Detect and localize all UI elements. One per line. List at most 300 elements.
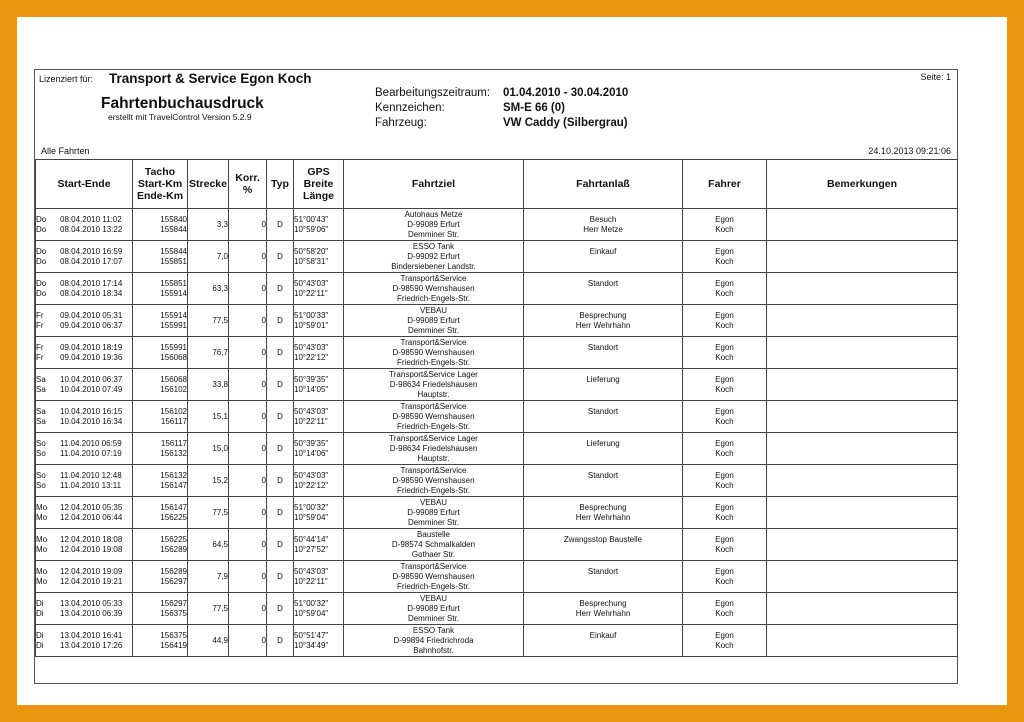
start-weekday: Sa <box>36 406 46 416</box>
destination-street: Friedrich-Engels-Str. <box>397 581 470 591</box>
destination-name: ESSO Tank <box>412 625 455 635</box>
trip-driver <box>683 209 767 241</box>
trip-remarks <box>767 625 958 657</box>
trip-destination <box>344 561 524 593</box>
reason-line-1: Lieferung <box>586 438 620 448</box>
table-row <box>36 465 958 497</box>
destination-city: D-98590 Wernshausen <box>392 571 475 581</box>
trip-odometer <box>133 305 188 337</box>
end-datetime: 12.04.2010 06:44 <box>60 512 123 522</box>
start-km: 156068 <box>160 374 187 384</box>
end-datetime: 09.04.2010 19:36 <box>60 352 123 362</box>
trip-driver <box>683 497 767 529</box>
destination-city: D-99894 Friedrichroda <box>393 635 474 645</box>
trip-distance: 33,8 <box>188 369 229 401</box>
trip-reason <box>524 465 683 497</box>
destination-city: D-98634 Friedelshausen <box>389 443 478 453</box>
trip-correction: 0 <box>229 465 267 497</box>
driver-first-name: Egon <box>715 534 734 544</box>
end-datetime: 13.04.2010 06:39 <box>60 608 123 618</box>
destination-city: D-98574 Schmalkalden <box>391 539 476 549</box>
trip-remarks <box>767 305 958 337</box>
trip-destination <box>344 625 524 657</box>
driver-last-name: Koch <box>715 416 734 426</box>
start-weekday: Do <box>36 278 47 288</box>
destination-street: Demminer Str. <box>407 517 460 527</box>
destination-name: Transport&Service <box>400 273 467 283</box>
trip-start-end <box>36 273 133 305</box>
trip-destination <box>344 241 524 273</box>
trip-gps <box>294 625 344 657</box>
destination-street: Friedrich-Engels-Str. <box>397 485 470 495</box>
driver-first-name: Egon <box>715 246 734 256</box>
end-weekday: Sa <box>36 384 46 394</box>
end-datetime: 11.04.2010 13:11 <box>60 480 122 490</box>
destination-street: Friedrich-Engels-Str. <box>397 357 470 367</box>
start-datetime: 09.04.2010 05:31 <box>60 310 123 320</box>
table-row <box>36 241 958 273</box>
trip-odometer <box>133 625 188 657</box>
start-km: 155914 <box>160 310 187 320</box>
trip-remarks <box>767 433 958 465</box>
start-km: 156225 <box>160 534 187 544</box>
document-title: Fahrtenbuchausdruck <box>101 95 264 112</box>
license-label: Lizenziert für: <box>39 74 94 84</box>
reason-line-2 <box>524 417 682 427</box>
destination-street: Hauptstr. <box>417 389 450 399</box>
trip-correction: 0 <box>229 593 267 625</box>
end-weekday: Fr <box>36 320 44 330</box>
driver-last-name: Koch <box>715 256 734 266</box>
end-datetime: 13.04.2010 17:26 <box>60 640 123 650</box>
destination-city: D-98634 Friedelshausen <box>389 379 478 389</box>
trip-destination <box>344 593 524 625</box>
trip-driver <box>683 561 767 593</box>
start-datetime: 13.04.2010 16:41 <box>60 630 123 640</box>
destination-city: D-98590 Wernshausen <box>392 411 475 421</box>
trip-gps <box>294 529 344 561</box>
driver-first-name: Egon <box>715 406 734 416</box>
driver-first-name: Egon <box>715 502 734 512</box>
driver-first-name: Egon <box>715 438 734 448</box>
destination-city: D-99089 Erfurt <box>407 315 460 325</box>
logbook-sheet <box>34 69 958 684</box>
trip-gps <box>294 593 344 625</box>
destination-city: D-98590 Wernshausen <box>392 283 475 293</box>
end-km: 156132 <box>160 448 187 458</box>
trip-destination <box>344 529 524 561</box>
end-weekday: Mo <box>36 544 48 554</box>
company-name: Transport & Service Egon Koch <box>109 71 312 86</box>
trip-driver <box>683 529 767 561</box>
trip-correction: 0 <box>229 433 267 465</box>
trip-type: D <box>267 401 294 433</box>
destination-name: Baustelle <box>417 529 450 539</box>
gps-longitude: 10°59'06" <box>294 224 329 234</box>
trip-type: D <box>267 593 294 625</box>
start-weekday: Fr <box>36 310 44 320</box>
start-km: 156117 <box>160 438 187 448</box>
end-km: 156297 <box>160 576 187 586</box>
trip-destination <box>344 497 524 529</box>
trip-start-end <box>36 593 133 625</box>
trip-gps <box>294 305 344 337</box>
start-weekday: Fr <box>36 342 44 352</box>
gps-latitude: 50°43'03" <box>294 278 329 288</box>
table-row <box>36 561 958 593</box>
trip-type: D <box>267 465 294 497</box>
driver-first-name: Egon <box>715 630 734 640</box>
trip-correction: 0 <box>229 561 267 593</box>
driver-last-name: Koch <box>715 576 734 586</box>
start-km: 155991 <box>160 342 187 352</box>
destination-street: Hauptstr. <box>417 453 450 463</box>
trip-driver <box>683 305 767 337</box>
destination-city: D-98590 Wernshausen <box>392 475 475 485</box>
trip-remarks <box>767 593 958 625</box>
reason-line-1: Besprechung <box>579 502 627 512</box>
start-datetime: 12.04.2010 18:08 <box>60 534 123 544</box>
reason-line-1: Einkauf <box>589 630 617 640</box>
trip-reason <box>524 625 683 657</box>
trip-destination <box>344 273 524 305</box>
gps-latitude: 50°39'35" <box>294 374 329 384</box>
end-km: 156117 <box>160 416 187 426</box>
table-row <box>36 497 958 529</box>
end-km: 156375 <box>160 608 187 618</box>
trip-correction: 0 <box>229 305 267 337</box>
destination-name: Transport&Service <box>400 561 467 571</box>
trip-type: D <box>267 561 294 593</box>
trip-destination <box>344 209 524 241</box>
vehicle-meta <box>375 86 628 131</box>
end-weekday: So <box>36 480 46 490</box>
table-row <box>36 273 958 305</box>
trip-gps <box>294 465 344 497</box>
driver-first-name: Egon <box>715 278 734 288</box>
vehicle-value: VW Caddy (Silbergrau) <box>503 117 628 129</box>
destination-name: VEBAU <box>419 305 448 315</box>
col-fahrtziel: Fahrtziel <box>344 160 524 209</box>
gps-latitude: 51°00'33" <box>294 310 329 320</box>
trip-driver <box>683 593 767 625</box>
destination-street: Demminer Str. <box>407 613 460 623</box>
gps-latitude: 50°51'47" <box>294 630 329 640</box>
destination-street: Bahnhofstr. <box>413 645 454 655</box>
trip-odometer <box>133 561 188 593</box>
destination-street: Demminer Str. <box>407 325 460 335</box>
destination-city: D-99089 Erfurt <box>407 603 460 613</box>
trip-gps <box>294 401 344 433</box>
trip-reason <box>524 241 683 273</box>
driver-last-name: Koch <box>715 608 734 618</box>
end-weekday: Do <box>36 288 47 298</box>
trip-correction: 0 <box>229 401 267 433</box>
trip-start-end <box>36 625 133 657</box>
trip-distance: 15,0 <box>188 433 229 465</box>
reason-line-1: Lieferung <box>586 374 620 384</box>
trip-driver <box>683 465 767 497</box>
reason-line-1: Standort <box>587 342 619 352</box>
trip-distance: 15,1 <box>188 401 229 433</box>
end-datetime: 12.04.2010 19:08 <box>60 544 123 554</box>
trip-distance: 15,2 <box>188 465 229 497</box>
col-tacho: Tacho Start-Km Ende-Km <box>133 160 188 209</box>
start-datetime: 13.04.2010 05:33 <box>60 598 123 608</box>
trip-odometer <box>133 209 188 241</box>
reason-line-1: Standort <box>587 406 619 416</box>
driver-last-name: Koch <box>715 320 734 330</box>
trip-type: D <box>267 273 294 305</box>
end-km: 155991 <box>160 320 187 330</box>
trip-type: D <box>267 305 294 337</box>
trip-distance: 64,5 <box>188 529 229 561</box>
vehicle-label: Fahrzeug: <box>375 117 427 129</box>
reason-line-2 <box>524 257 682 267</box>
trip-gps <box>294 497 344 529</box>
driver-last-name: Koch <box>715 384 734 394</box>
trip-odometer <box>133 433 188 465</box>
destination-name: VEBAU <box>419 593 448 603</box>
trip-remarks <box>767 209 958 241</box>
trip-odometer <box>133 529 188 561</box>
trip-reason <box>524 529 683 561</box>
col-bemerkungen: Bemerkungen <box>767 160 958 209</box>
trip-start-end <box>36 529 133 561</box>
reason-line-1: Besuch <box>589 214 617 224</box>
start-weekday: Di <box>36 598 44 608</box>
end-km: 156225 <box>160 512 187 522</box>
trip-remarks <box>767 401 958 433</box>
trip-type: D <box>267 625 294 657</box>
gps-latitude: 50°43'03" <box>294 342 329 352</box>
trip-reason <box>524 209 683 241</box>
start-weekday: Mo <box>36 502 48 512</box>
trip-destination <box>344 337 524 369</box>
trip-driver <box>683 625 767 657</box>
destination-street: Friedrich-Engels-Str. <box>397 421 470 431</box>
start-km: 156147 <box>160 502 187 512</box>
start-weekday: Mo <box>36 534 48 544</box>
trip-log-table <box>35 159 958 657</box>
trip-reason <box>524 561 683 593</box>
trip-odometer <box>133 401 188 433</box>
gps-latitude: 50°43'03" <box>294 406 329 416</box>
col-typ: Typ <box>267 160 294 209</box>
start-weekday: So <box>36 438 46 448</box>
gps-longitude: 10°58'31" <box>294 256 329 266</box>
start-weekday: So <box>36 470 46 480</box>
driver-last-name: Koch <box>715 640 734 650</box>
destination-street: Gothaer Str. <box>411 549 456 559</box>
trip-gps <box>294 337 344 369</box>
destination-name: Transport&Service <box>400 401 467 411</box>
reason-line-1: Standort <box>587 566 619 576</box>
driver-last-name: Koch <box>715 288 734 298</box>
driver-first-name: Egon <box>715 470 734 480</box>
driver-last-name: Koch <box>715 352 734 362</box>
end-weekday: So <box>36 448 46 458</box>
start-datetime: 11.04.2010 06:59 <box>60 438 122 448</box>
gps-latitude: 50°58'20" <box>294 246 329 256</box>
reason-line-2 <box>524 481 682 491</box>
end-datetime: 11.04.2010 07:19 <box>60 448 122 458</box>
plate-value: SM-E 66 (0) <box>503 102 565 114</box>
trip-reason <box>524 401 683 433</box>
end-km: 155914 <box>160 288 187 298</box>
trip-distance: 63,3 <box>188 273 229 305</box>
table-header-row <box>36 160 958 209</box>
col-fahrer: Fahrer <box>683 160 767 209</box>
trip-odometer <box>133 273 188 305</box>
trip-rows <box>36 209 958 657</box>
reason-line-1: Zwangsstop Baustelle <box>563 534 643 544</box>
trip-remarks <box>767 529 958 561</box>
trip-remarks <box>767 337 958 369</box>
trip-distance: 77,5 <box>188 593 229 625</box>
col-fahrtanlass: Fahrtanlaß <box>524 160 683 209</box>
driver-first-name: Egon <box>715 598 734 608</box>
trip-remarks <box>767 369 958 401</box>
reason-line-1: Besprechung <box>579 310 627 320</box>
start-datetime: 09.04.2010 18:19 <box>60 342 123 352</box>
trip-destination <box>344 305 524 337</box>
trip-remarks <box>767 465 958 497</box>
trip-start-end <box>36 369 133 401</box>
trip-destination <box>344 401 524 433</box>
start-weekday: Di <box>36 630 44 640</box>
start-datetime: 10.04.2010 16:15 <box>60 406 123 416</box>
end-weekday: Di <box>36 640 44 650</box>
gps-longitude: 10°59'04" <box>294 512 329 522</box>
trip-start-end <box>36 305 133 337</box>
driver-last-name: Koch <box>715 544 734 554</box>
gps-longitude: 10°22'11" <box>294 416 328 426</box>
start-datetime: 08.04.2010 11:02 <box>60 214 122 224</box>
trip-distance: 77,5 <box>188 497 229 529</box>
reason-line-2 <box>524 289 682 299</box>
table-row <box>36 593 958 625</box>
trip-type: D <box>267 369 294 401</box>
destination-city: D-99089 Erfurt <box>407 219 460 229</box>
trip-distance: 77,5 <box>188 305 229 337</box>
end-weekday: Fr <box>36 352 44 362</box>
start-datetime: 12.04.2010 05:35 <box>60 502 123 512</box>
end-datetime: 08.04.2010 17:07 <box>60 256 123 266</box>
trip-gps <box>294 561 344 593</box>
gps-latitude: 51°00'32" <box>294 598 329 608</box>
table-footer-row <box>35 657 957 683</box>
trip-remarks <box>767 497 958 529</box>
trip-gps <box>294 241 344 273</box>
trip-driver <box>683 273 767 305</box>
col-start-ende: Start-Ende <box>36 160 133 209</box>
trip-driver <box>683 401 767 433</box>
end-weekday: Do <box>36 224 47 234</box>
trip-driver <box>683 337 767 369</box>
table-row <box>36 369 958 401</box>
trip-type: D <box>267 337 294 369</box>
trip-start-end <box>36 337 133 369</box>
trip-driver <box>683 369 767 401</box>
trip-gps <box>294 433 344 465</box>
trip-start-end <box>36 433 133 465</box>
end-km: 156289 <box>160 544 187 554</box>
table-row <box>36 433 958 465</box>
driver-last-name: Koch <box>715 480 734 490</box>
end-datetime: 10.04.2010 07:49 <box>60 384 123 394</box>
destination-street: Demminer Str. <box>407 229 460 239</box>
end-km: 156068 <box>160 352 187 362</box>
trip-distance: 76,7 <box>188 337 229 369</box>
trip-gps <box>294 273 344 305</box>
trip-type: D <box>267 241 294 273</box>
destination-city: D-99092 Erfurt <box>407 251 460 261</box>
end-km: 155851 <box>160 256 187 266</box>
trip-start-end <box>36 497 133 529</box>
reason-line-2 <box>524 353 682 363</box>
trip-start-end <box>36 465 133 497</box>
reason-line-1: Besprechung <box>579 598 627 608</box>
trip-correction: 0 <box>229 369 267 401</box>
table-row <box>36 305 958 337</box>
trip-gps <box>294 369 344 401</box>
gps-latitude: 50°44'14" <box>294 534 329 544</box>
reason-line-2 <box>524 449 682 459</box>
destination-name: Transport&Service Lager <box>389 369 478 379</box>
destination-city: D-99089 Erfurt <box>407 507 460 517</box>
trip-correction: 0 <box>229 273 267 305</box>
start-datetime: 12.04.2010 19:09 <box>60 566 123 576</box>
gps-longitude: 10°14'06" <box>294 448 329 458</box>
driver-first-name: Egon <box>715 566 734 576</box>
trip-reason <box>524 369 683 401</box>
table-row <box>36 401 958 433</box>
table-row <box>36 625 958 657</box>
trip-reason <box>524 497 683 529</box>
col-strecke: Strecke <box>188 160 229 209</box>
period-value: 01.04.2010 - 30.04.2010 <box>503 87 629 99</box>
trip-distance: 7,9 <box>188 561 229 593</box>
start-km: 155851 <box>160 278 187 288</box>
driver-last-name: Koch <box>715 224 734 234</box>
end-km: 156147 <box>160 480 187 490</box>
trip-remarks <box>767 241 958 273</box>
period-label: Bearbeitungszeitraum: <box>375 87 491 99</box>
trip-type: D <box>267 529 294 561</box>
document-page <box>17 17 1007 705</box>
gps-latitude: 50°43'03" <box>294 470 329 480</box>
end-km: 155844 <box>160 224 187 234</box>
gps-latitude: 51°00'32" <box>294 502 329 512</box>
plate-label: Kennzeichen: <box>375 102 445 114</box>
gps-longitude: 10°59'01" <box>294 320 329 330</box>
start-weekday: Sa <box>36 374 46 384</box>
destination-name: Transport&Service <box>400 337 467 347</box>
page-number: Seite: 1 <box>920 72 951 82</box>
trip-type: D <box>267 497 294 529</box>
trip-distance: 3,3 <box>188 209 229 241</box>
end-weekday: Di <box>36 608 44 618</box>
gps-longitude: 10°34'49" <box>294 640 329 650</box>
start-datetime: 08.04.2010 16:59 <box>60 246 123 256</box>
start-datetime: 10.04.2010 06:37 <box>60 374 123 384</box>
gps-longitude: 10°22'11" <box>294 288 328 298</box>
start-datetime: 11.04.2010 12:48 <box>60 470 122 480</box>
trip-driver <box>683 433 767 465</box>
trip-correction: 0 <box>229 497 267 529</box>
end-weekday: Sa <box>36 416 46 426</box>
